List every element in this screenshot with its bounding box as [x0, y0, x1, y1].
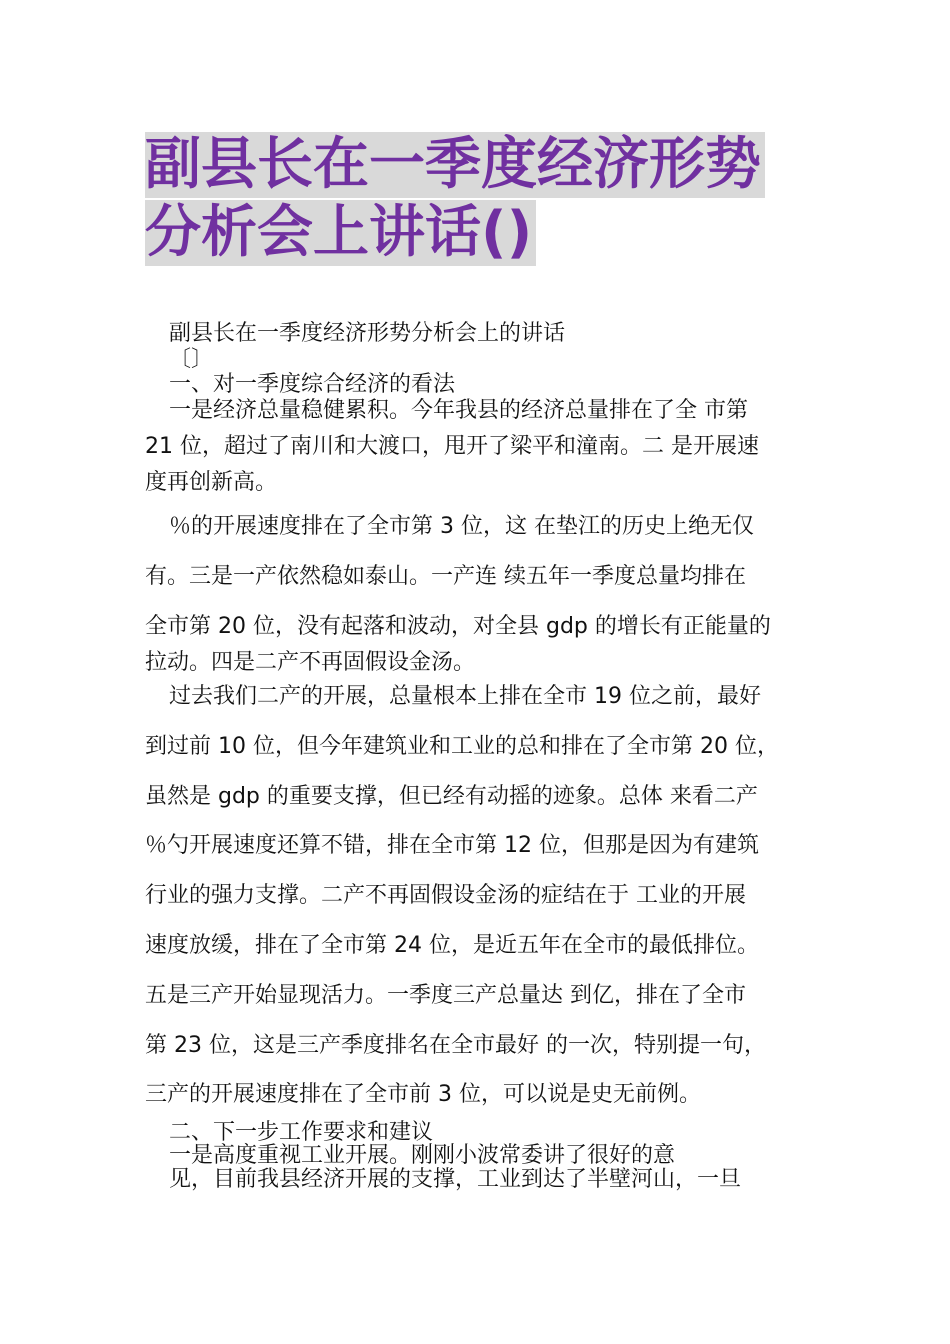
paragraph-3-line: ％勺开展速度还算不错，排在全市第 12 位，但那是因为有建筑	[145, 833, 759, 859]
paragraph-3-line: 三产的开展速度排在了全市前 3 位，可以说是史无前例。	[145, 1082, 701, 1108]
paragraph-1-line: 21 位，超过了南川和大渡口，甩开了梁平和潼南。二 是开展速	[145, 434, 759, 459]
paragraph-2	[145, 502, 815, 681]
paragraph-3-line: 第 23 位，这是三产季度排名在全市最好 的一次，特别提一句，	[145, 1032, 766, 1058]
paragraph-2-line: ％的开展速度排在了全市第 3 位，这 在垫江的历史上绝无仅	[169, 514, 754, 539]
paragraph-3-line: 五是三产开始显现活力。一季度三产总量达 到亿，排在了全市	[145, 982, 746, 1008]
paragraph-2-line: 拉动。四是二产不再固假设金汤。	[145, 650, 476, 675]
paragraph-2-line: 全市第 20 位，没有起落和波动，对全县 gdp 的增长有正能量的	[145, 614, 771, 639]
paragraph-3-line: 到过前 10 位，但今年建筑业和工业的总和排在了全市第 20 位，	[145, 733, 779, 759]
paragraph-1-line: 一是经济总量稳健累积。今年我县的经济总量排在了全 市第	[169, 398, 748, 423]
paragraph-1-line: 度再创新高。	[145, 470, 278, 495]
section-heading-2: 二、下一步工作要求和建议	[169, 1120, 434, 1145]
document-title-line-2: 分析会上讲话()	[145, 200, 536, 266]
paragraph-3-line: 速度放缓，排在了全市第 24 位，是近五年在全市的最低排位。	[145, 932, 759, 958]
paragraph-1	[145, 393, 815, 501]
paragraph-2-line: 有。三是一产依然稳如泰山。一产连 续五年一季度总量均排在	[145, 564, 746, 589]
paragraph-3	[145, 672, 815, 1120]
paragraph-3-line: 过去我们二产的开展，总量根本上排在全市 19 位之前，最好	[169, 684, 761, 709]
document-title-line-1: 副县长在一季度经济形势	[145, 132, 765, 198]
paragraph-5: 见，目前我县经济开展的支撑，工业到达了半壁河山，一旦	[169, 1167, 742, 1192]
subtitle-bracket: 〔〕	[169, 347, 214, 372]
paragraph-4: 一是高度重视工业开展。刚刚小波常委讲了很好的意	[169, 1143, 676, 1168]
paragraph-3-line: 行业的强力支撑。二产不再固假设金汤的症结在于 工业的开展	[145, 883, 746, 909]
paragraph-3-line: 虽然是 gdp 的重要支撑，但已经有动摇的迹象。总体 来看二产	[145, 783, 758, 809]
speech-subtitle: 副县长在一季度经济形势分析会上的讲话	[169, 321, 566, 346]
section-heading-1: 一、对一季度综合经济的看法	[169, 372, 456, 397]
